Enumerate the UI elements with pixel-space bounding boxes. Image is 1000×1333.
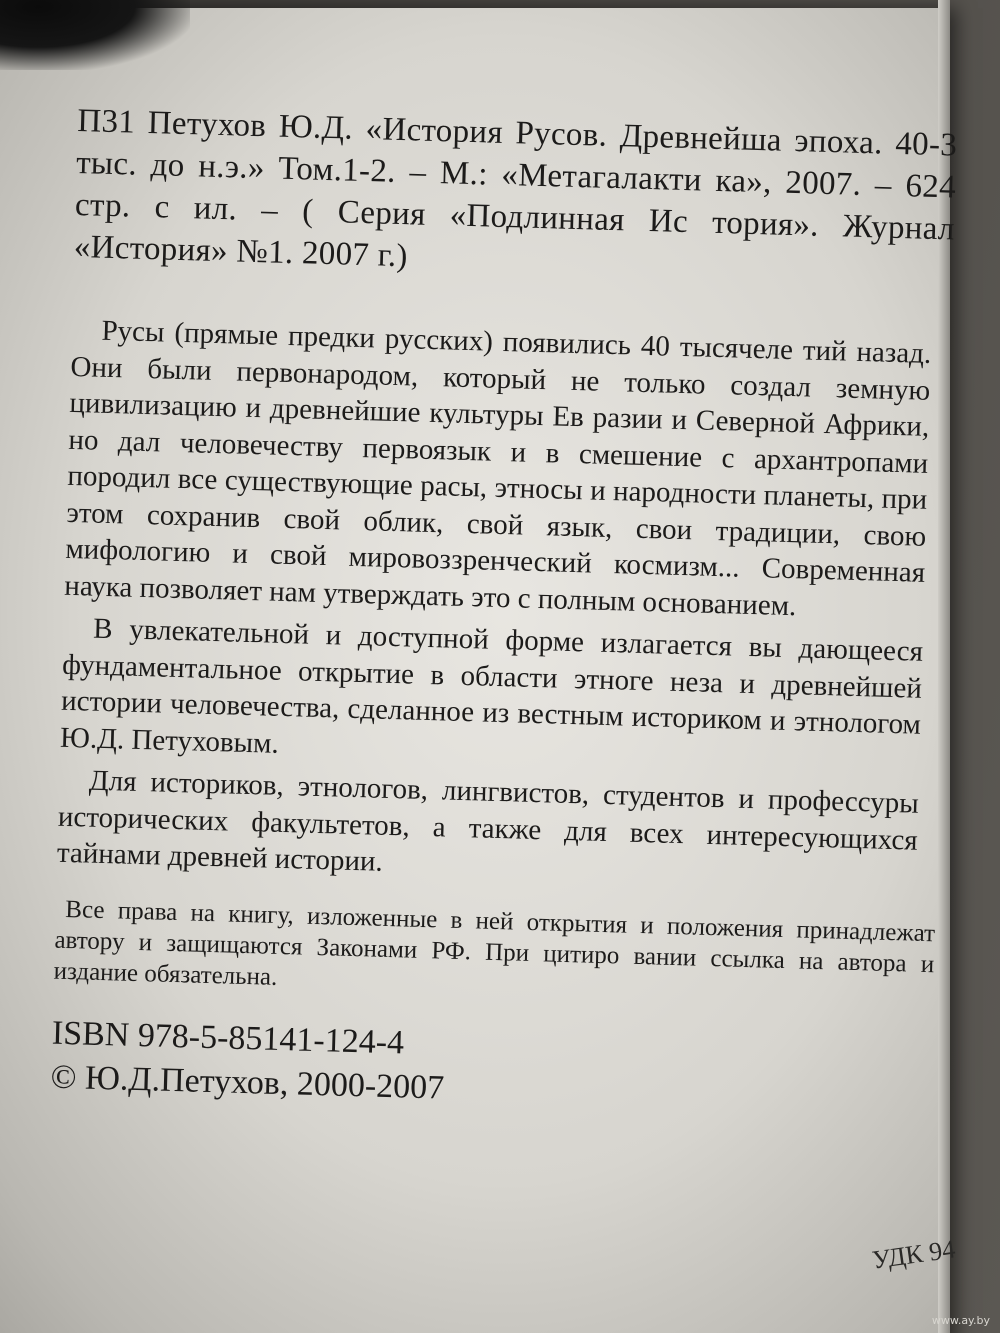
isbn: ISBN 978-5-85141-124-4 (51, 1014, 405, 1061)
watermark: www.ay.by (931, 1314, 990, 1327)
abstract-paragraph: Русы (прямые предки русских) появились 40 тысячеле тий назад. Они были первонародом, который не только создал земную цивилизацию и древнейшие культуры Ев разии и Северной Африки, но дал человечеству первоязык и в смешение с архантропами породил все существующие расы, этносы и народности планеты, при этом сохранив свой облик, свой язык, свои традиции, свою мифологию и свой мировоззренческий космизм... Современная наука позволяет нам утверждать это с полным основанием. (63, 314, 932, 622)
abstract-paragraph: Для историков, этнологов, лингвистов, студентов и профессуры исторических факультетов, а также для всех интересующихся тайнами древней истории. (56, 764, 920, 878)
copyright: © Ю.Д.Петухов, 2000-2007 (50, 1058, 445, 1107)
abstract (56, 312, 931, 895)
bibliographic-record: П31 Петухов Ю.Д. «История Русов. Древнейша эпоха. 40-3 тыс. до н.э.» Том.1-2. – М.: «Метагалакти ка», 2007. – 624 стр. с ил. – ( Серия «Подлинная Ис тория». Журнал «История» №1. 2007 г.) (73, 102, 958, 275)
abstract-paragraph: В увлекательной и доступной форме излагается вы дающееся фундаментальное открытие в области этноге неза и древнейшей истории человечества, сделанное из вестным историком и этнологом Ю.Д. Петуховым. (59, 612, 924, 760)
dark-corner (0, 0, 190, 70)
rights-notice: Все права на книгу, изложенные в ней открытия и положения принадлежат автору и защищаются Законами РФ. При цитиро вании ссылка на автора и издание обязательна. (53, 895, 936, 991)
page-text (50, 100, 958, 1123)
udk-code: УДК 94 (870, 1234, 957, 1275)
